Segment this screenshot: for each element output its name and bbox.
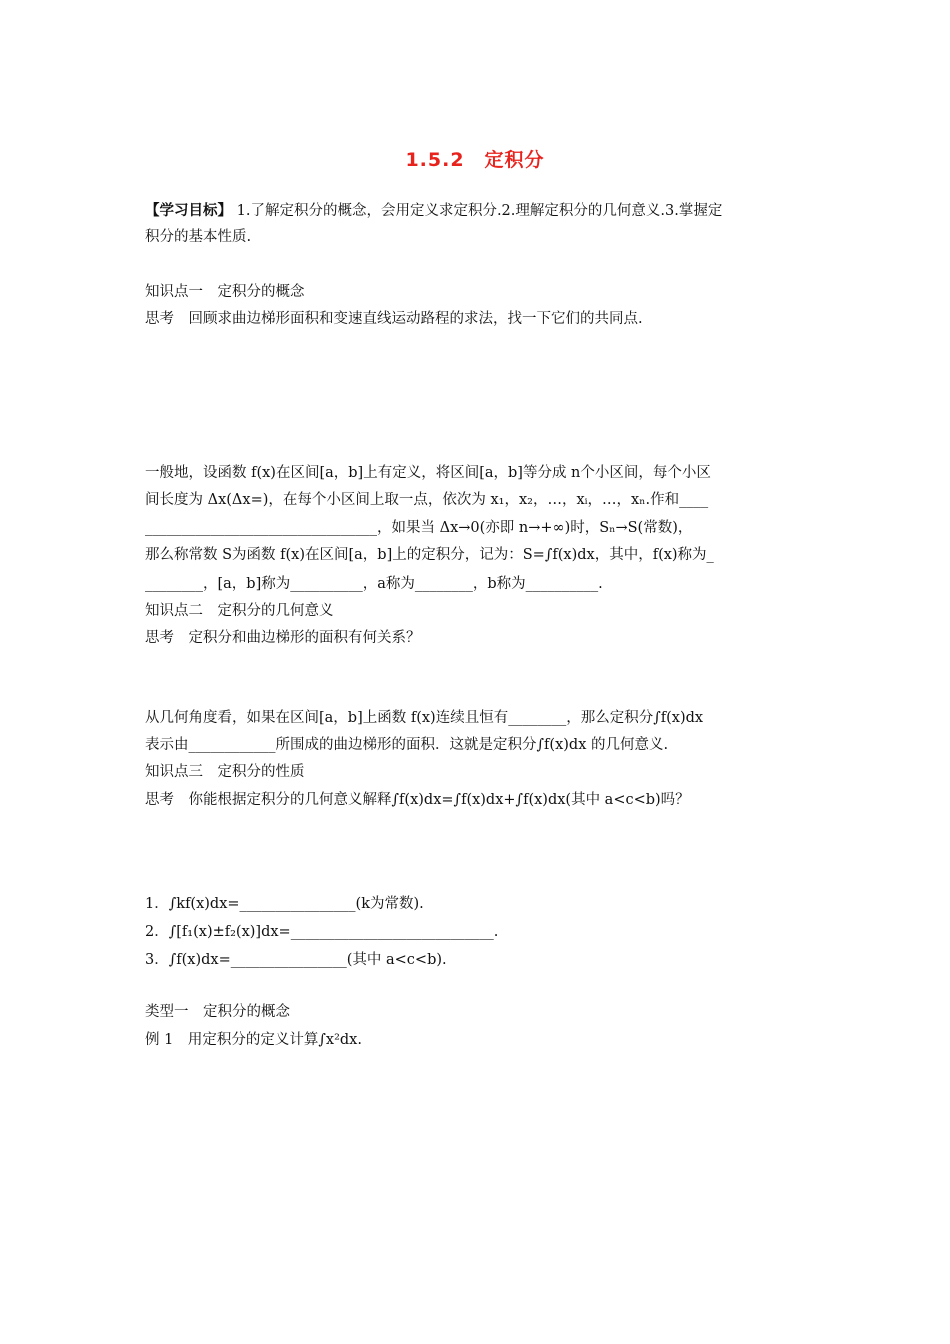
kp2-paragraph-line-1: 从几何角度看，如果在区间[a，b]上函数 f(x)连续且恒有________，那么定积分∫f(x)dx [145,710,704,726]
type1-heading: 类型一 定积分的概念 [145,1004,290,1020]
page-title: 1.5.2 定积分 [405,149,545,171]
property-1: 1．∫kf(x)dx=________________(k为常数). [145,896,424,912]
kp1-paragraph-line-2: 间长度为 Δx(Δx=)，在每个小区间上取一点，依次为 x₁，x₂，…，xᵢ，…，xₙ.作和____ [145,492,709,508]
kp1-paragraph-line-5: ________，[a，b]称为__________，a称为________，b称为__________. [145,576,603,592]
example-1: 例 1 用定积分的定义计算∫x²dx. [145,1032,362,1048]
kp2-paragraph-line-2: 表示由____________所围成的曲边梯形的面积．这就是定积分∫f(x)dx 的几何意义. [145,737,669,753]
kp1-think: 思考 回顾求曲边梯形面积和变速直线运动路程的求法，找一下它们的共同点. [145,311,643,327]
kp2-heading: 知识点二 定积分的几何意义 [145,603,334,619]
property-3: 3．∫f(x)dx=________________(其中 a<c<b). [145,952,447,968]
kp1-paragraph-line-1: 一般地，设函数 f(x)在区间[a，b]上有定义，将区间[a，b]等分成 n个小区间，每个小区 [145,465,711,481]
objectives-label: 【学习目标】 [145,203,232,219]
objectives-text-1: 1.了解定积分的概念，会用定义求定积分.2.理解定积分的几何意义.3.掌握定 [232,203,723,219]
objectives-line-1 [145,199,810,223]
kp2-think: 思考 定积分和曲边梯形的面积有何关系？ [145,630,421,646]
kp1-paragraph-line-4: 那么称常数 S为函数 f(x)在区间[a，b]上的定积分，记为：S=∫f(x)dx，其中，f(x)称为_ [145,547,714,563]
kp1-paragraph-line-3: ________________________________，如果当 Δx→0(亦即 n→+∞)时，Sₙ→S(常数)， [145,520,693,536]
kp1-heading: 知识点一 定积分的概念 [145,284,305,300]
property-2: 2．∫[f₁(x)±f₂(x)]dx=____________________________. [145,924,499,940]
objectives-line-2: 积分的基本性质. [145,229,252,245]
kp3-heading: 知识点三 定积分的性质 [145,764,305,780]
kp3-think: 思考 你能根据定积分的几何意义解释∫f(x)dx=∫f(x)dx+∫f(x)dx(其中 a<c<b)吗？ [145,792,690,808]
